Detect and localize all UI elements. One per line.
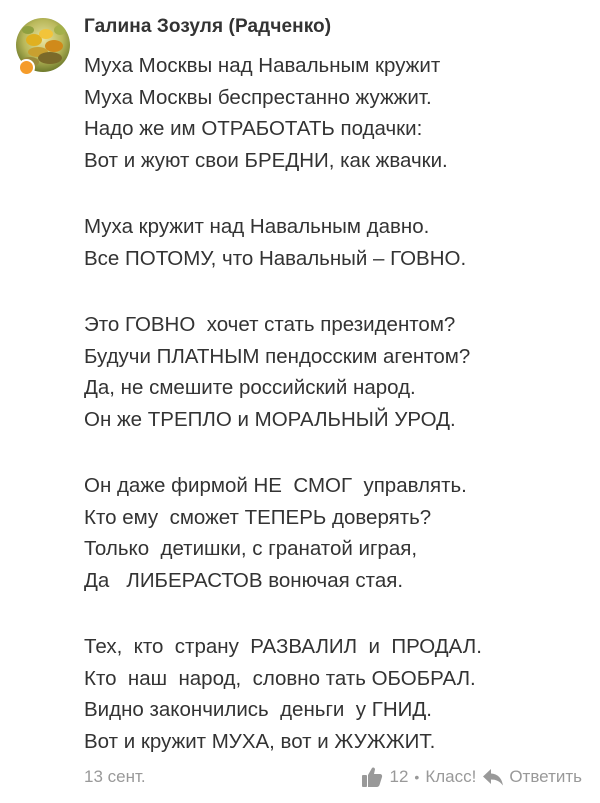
poem-line: Кто ему сможет ТЕПЕРЬ доверять?	[84, 505, 432, 529]
thumbs-up-icon[interactable]	[360, 765, 384, 789]
comment-date[interactable]: 13 сент.	[84, 767, 146, 786]
like-count[interactable]: 12	[389, 767, 409, 786]
poem-line: Он даже фирмой НЕ СМОГ управлять.	[84, 474, 467, 497]
poem-line: Вот и кружит МУХА, вот и ЖУЖЖИТ.	[84, 729, 436, 753]
poem-line: Муха кружит над Навальным давно.	[84, 215, 430, 238]
poem-line: Да, не смешите российский народ.	[84, 376, 416, 399]
poem-line: Только детишки, с гранатой играя,	[84, 537, 418, 560]
poem-line: Все ПОТОМУ, что Навальный – ГОВНО.	[84, 246, 467, 270]
poem-line: Будучи ПЛАТНЫМ пендосским агентом?	[84, 344, 471, 368]
comment-footer	[0, 762, 600, 794]
poem-line: Муха Москвы над Навальным кружит	[84, 54, 441, 77]
stanza	[84, 470, 584, 596]
poem-line: Муха Москвы беспрестанно жужжит.	[84, 85, 432, 109]
poem-line: Он же ТРЕПЛО и МОРАЛЬНЫЙ УРОД.	[84, 407, 456, 431]
comment-text	[84, 50, 584, 792]
poem-line: Кто наш народ, словно тать ОБОБРАЛ.	[84, 666, 476, 690]
poem-line: Надо же им ОТРАБОТАТЬ подачки:	[84, 117, 423, 140]
poem-line: Да ЛИБЕРАСТОВ вонючая стая.	[84, 568, 404, 592]
poem-line: Видно закончились деньги у ГНИД.	[84, 698, 432, 721]
avatar-container[interactable]	[16, 18, 70, 72]
separator-dot: •	[414, 769, 420, 785]
stanza	[84, 211, 584, 274]
online-status-dot	[18, 59, 35, 76]
reply-button[interactable]: Ответить	[509, 767, 582, 786]
stanza	[84, 631, 584, 757]
reply-arrow-icon[interactable]	[482, 767, 504, 787]
stanza	[84, 50, 584, 176]
comment-actions	[360, 765, 583, 789]
like-button[interactable]: Класс!	[425, 767, 477, 786]
poem-line: Тех, кто страну РАЗВАЛИЛ и ПРОДАЛ.	[84, 635, 482, 658]
stanza	[84, 309, 584, 435]
author-name[interactable]: Галина Зозуля (Радченко)	[84, 16, 332, 37]
poem-line: Вот и жуют свои БРЕДНИ, как жвачки.	[84, 148, 448, 172]
poem-line: Это ГОВНО хочет стать президентом?	[84, 313, 456, 336]
